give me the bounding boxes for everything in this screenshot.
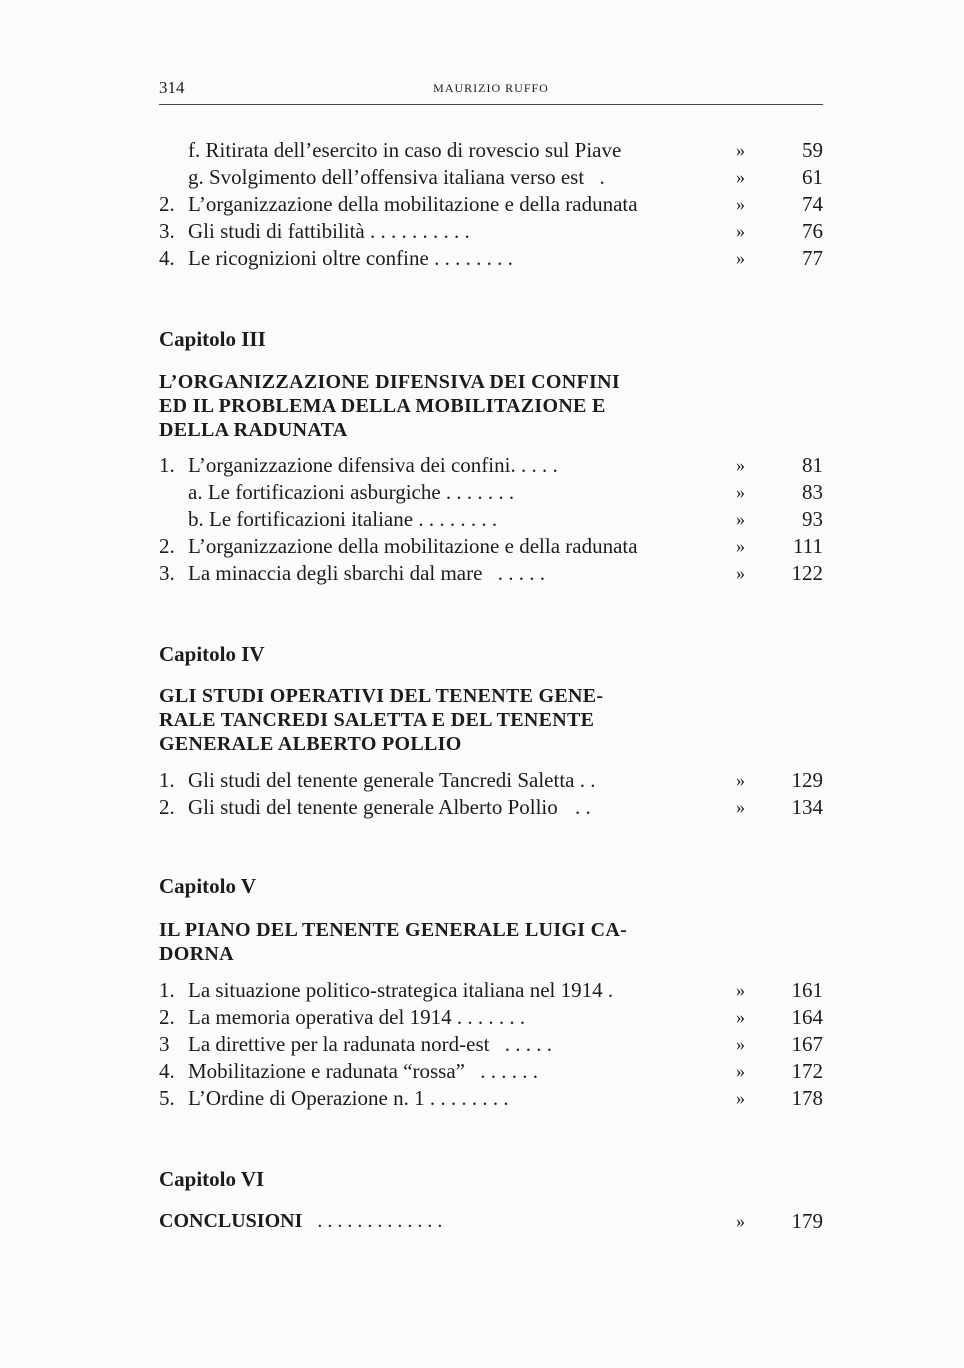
entry-page: 81 bbox=[802, 453, 823, 477]
toc-entry bbox=[159, 1030, 823, 1058]
entry-title: Le ricognizioni oltre confine . . . . . . . . bbox=[188, 246, 513, 270]
entry-number: 1. bbox=[159, 453, 175, 477]
entry-number: 4. bbox=[159, 246, 175, 270]
page-number: 314 bbox=[159, 78, 185, 97]
entry-page: 178 bbox=[791, 1086, 823, 1110]
entry-number: 2. bbox=[159, 795, 175, 819]
guillemet: » bbox=[736, 1088, 745, 1108]
toc-entry bbox=[159, 163, 823, 191]
toc-entry bbox=[159, 1207, 823, 1235]
running-head: MAURIZIO RUFFO bbox=[433, 81, 549, 95]
entry-title: Mobilitazione e radunata “rossa” . . . . . . bbox=[188, 1059, 538, 1083]
toc-entry bbox=[159, 766, 823, 794]
toc-entry bbox=[159, 451, 823, 479]
guillemet: » bbox=[736, 248, 745, 268]
guillemet: » bbox=[736, 509, 745, 529]
toc-entry bbox=[159, 559, 823, 587]
toc-entry bbox=[159, 1003, 823, 1031]
entry-page: 134 bbox=[791, 795, 823, 819]
guillemet: » bbox=[736, 482, 745, 502]
entry-page: 93 bbox=[802, 507, 823, 531]
entry-page: 161 bbox=[791, 978, 823, 1002]
guillemet: » bbox=[736, 1007, 745, 1027]
toc-entry bbox=[159, 532, 823, 560]
page-header bbox=[159, 78, 823, 105]
heading-line: DORNA bbox=[159, 943, 234, 965]
guillemet: » bbox=[736, 1061, 745, 1081]
entry-page: 111 bbox=[793, 534, 823, 558]
toc-entry bbox=[159, 190, 823, 218]
entry-page: 83 bbox=[802, 480, 823, 504]
guillemet: » bbox=[736, 797, 745, 817]
chapter-label: Capitolo III bbox=[159, 327, 266, 351]
entry-number: 2. bbox=[159, 1005, 175, 1029]
toc-entry bbox=[159, 136, 823, 164]
toc-entry bbox=[159, 478, 823, 506]
toc-entry bbox=[159, 1084, 823, 1112]
guillemet: » bbox=[736, 194, 745, 214]
entry-page: 77 bbox=[802, 246, 823, 270]
entry-page: 172 bbox=[791, 1059, 823, 1083]
guillemet: » bbox=[736, 221, 745, 241]
entry-page: 74 bbox=[802, 192, 823, 216]
entry-page: 167 bbox=[791, 1032, 823, 1056]
entry-page: 179 bbox=[791, 1209, 823, 1233]
entry-number: 1. bbox=[159, 978, 175, 1002]
entry-page: 76 bbox=[802, 219, 823, 243]
entry-page: 59 bbox=[802, 138, 823, 162]
heading-line: ED IL PROBLEMA DELLA MOBILITAZIONE E bbox=[159, 395, 606, 417]
entry-title: La situazione politico-strategica italiana nel 1914 . bbox=[188, 978, 614, 1002]
toc-entry bbox=[159, 217, 823, 245]
entry-title: La direttive per la radunata nord-est . . . . . bbox=[188, 1032, 552, 1056]
chapter-label: Capitolo IV bbox=[159, 642, 265, 666]
chapter-label: Capitolo V bbox=[159, 874, 257, 898]
heading-line: L’ORGANIZZAZIONE DIFENSIVA DEI CONFINI bbox=[159, 371, 620, 393]
guillemet: » bbox=[736, 1211, 745, 1231]
entry-number: 1. bbox=[159, 768, 175, 792]
guillemet: » bbox=[736, 1034, 745, 1054]
entry-number: 2. bbox=[159, 534, 175, 558]
heading-line: DELLA RADUNATA bbox=[159, 419, 348, 441]
heading-line: GENERALE ALBERTO POLLIO bbox=[159, 733, 462, 755]
toc-entry bbox=[159, 1057, 823, 1085]
entry-title: L’organizzazione della mobilitazione e della radunata bbox=[188, 534, 638, 558]
toc-entry bbox=[159, 244, 823, 272]
entry-title: L’organizzazione della mobilitazione e della radunata bbox=[188, 192, 638, 216]
guillemet: » bbox=[736, 980, 745, 1000]
chapter-label: Capitolo VI bbox=[159, 1167, 265, 1191]
chapter-heading bbox=[159, 370, 699, 442]
entry-number: 4. bbox=[159, 1059, 175, 1083]
entry-title: L’organizzazione difensiva dei confini. . . . . bbox=[188, 453, 558, 477]
entry-title: Gli studi del tenente generale Alberto Pollio . . bbox=[188, 795, 591, 819]
entry-title: b. Le fortificazioni italiane . . . . . . . . bbox=[188, 507, 498, 531]
entry-number: 2. bbox=[159, 192, 175, 216]
entry-title: Gli studi di fattibilità . . . . . . . . . . bbox=[188, 219, 470, 243]
entry-title: g. Svolgimento dell’offensiva italiana verso est . bbox=[188, 165, 605, 189]
entry-title: La memoria operativa del 1914 . . . . . . . bbox=[188, 1005, 526, 1029]
entry-number: 3. bbox=[159, 561, 175, 585]
entry-title: a. Le fortificazioni asburgiche . . . . . . . bbox=[188, 480, 515, 504]
heading-line: RALE TANCREDI SALETTA E DEL TENENTE bbox=[159, 709, 595, 731]
entry-title: La minaccia degli sbarchi dal mare . . . . . bbox=[188, 561, 545, 585]
entry-number: 3. bbox=[159, 219, 175, 243]
entry-title: CONCLUSIONI . . . . . . . . . . . . . bbox=[159, 1210, 443, 1232]
entry-title: Gli studi del tenente generale Tancredi Saletta . . bbox=[188, 768, 596, 792]
guillemet: » bbox=[736, 455, 745, 475]
chapter-heading bbox=[159, 918, 699, 966]
entry-page: 122 bbox=[791, 561, 823, 585]
toc-entry bbox=[159, 976, 823, 1004]
entry-title: L’Ordine di Operazione n. 1 . . . . . . . . bbox=[188, 1086, 509, 1110]
heading-line: GLI STUDI OPERATIVI DEL TENENTE GENE- bbox=[159, 685, 604, 707]
entry-page: 129 bbox=[791, 768, 823, 792]
heading-line: IL PIANO DEL TENENTE GENERALE LUIGI CA- bbox=[159, 919, 628, 941]
entry-number: 5. bbox=[159, 1086, 175, 1110]
toc-entry bbox=[159, 505, 823, 533]
entry-page: 61 bbox=[802, 165, 823, 189]
entry-title: f. Ritirata dell’esercito in caso di rovescio sul Piave bbox=[188, 138, 622, 162]
toc-entry bbox=[159, 793, 823, 821]
guillemet: » bbox=[736, 167, 745, 187]
guillemet: » bbox=[736, 140, 745, 160]
entry-page: 164 bbox=[791, 1005, 823, 1029]
guillemet: » bbox=[736, 536, 745, 556]
chapter-heading bbox=[159, 684, 699, 756]
guillemet: » bbox=[736, 770, 745, 790]
entry-number: 3 bbox=[159, 1032, 170, 1056]
guillemet: » bbox=[736, 563, 745, 583]
